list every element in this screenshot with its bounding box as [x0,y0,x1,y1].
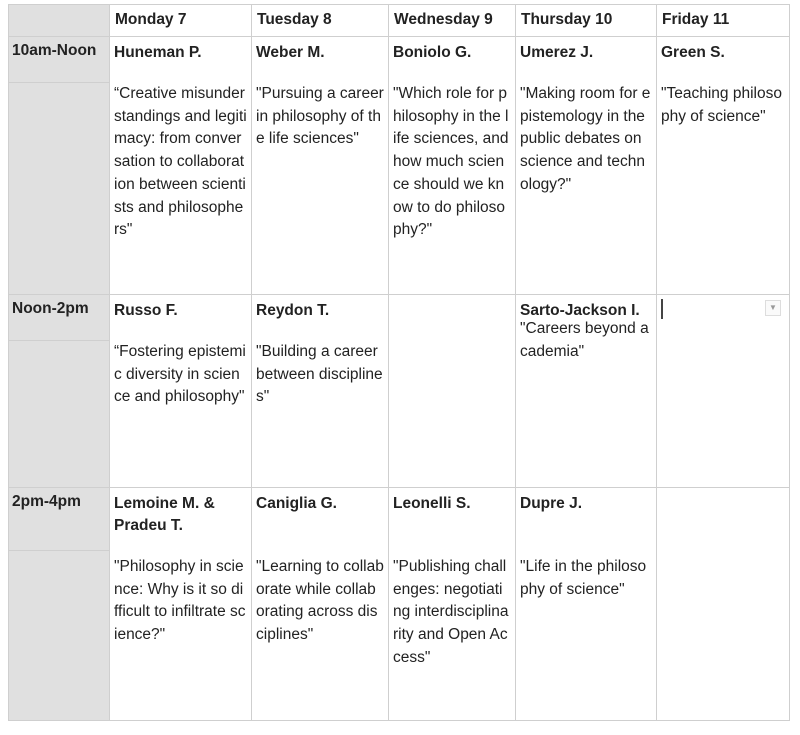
row-header[interactable] [9,37,110,295]
header-row [9,5,790,37]
speaker-name: Caniglia G. [256,495,337,512]
speaker-name: Weber M. [256,44,325,61]
row-header[interactable] [9,295,110,488]
speaker-name: Umerez J. [520,44,594,61]
talk-title: "Which role for philosophy in the life sciences, and how much science should we know to do philosophy?" [393,85,509,239]
talk-title: "Making room for epistemology in the public debates on science and technology?" [520,85,651,193]
speaker-name: Green S. [661,44,725,61]
session-cell[interactable] [252,488,389,721]
speaker-name: Dupre J. [520,495,583,512]
session-cell[interactable] [389,37,516,295]
speaker-name: Russo F. [114,302,178,319]
active-cell-content [657,295,789,324]
speaker-name: Huneman P. [114,44,202,61]
talk-title: "Learning to collaborate while collaborating across disciplines" [256,558,384,644]
column-header[interactable]: Thursday 10 [516,5,657,37]
speaker-name [657,488,789,556]
talk-title: "Building a career between disciplines" [256,343,383,406]
table-row [9,488,790,721]
talk-title: "Life in the philosophy of science" [520,558,647,598]
session-cell[interactable] [516,488,657,721]
dropdown-arrow-icon[interactable]: ▼ [765,300,781,316]
talk-title: "Teaching philosophy of science" [661,85,782,125]
session-cell[interactable] [252,295,389,488]
schedule-table [8,4,790,721]
column-header[interactable]: Friday 11 [657,5,790,37]
talk-title: "Philosophy in science: Why is it so difficult to infiltrate science?" [114,558,246,644]
session-cell[interactable] [110,295,252,488]
table-row [9,295,790,488]
session-cell[interactable] [252,37,389,295]
session-cell[interactable] [657,488,790,721]
speaker-name [389,295,515,341]
session-cell[interactable] [516,295,657,488]
talk-title: "Publishing challenges: negotiating interdisciplinarity and Open Access" [393,558,509,666]
corner-cell[interactable] [9,5,110,37]
row-time-label: 2pm-4pm [8,488,110,551]
session-cell[interactable] [110,488,252,721]
talk-title: "Pursuing a career in philosophy of the life sciences" [256,85,384,148]
session-cell[interactable] [389,488,516,721]
column-header[interactable]: Tuesday 8 [252,5,389,37]
column-header[interactable]: Monday 7 [110,5,252,37]
session-cell[interactable] [657,37,790,295]
row-time-label: Noon-2pm [8,295,110,341]
talk-title: “Creative misunderstandings and legitimacy: from conversation to collaboration between scientists and philosophers" [114,85,247,239]
row-header[interactable] [9,488,110,721]
speaker-name: Lemoine M. & Pradeu T. [114,495,215,534]
speaker-name: Sarto-Jackson I. [520,302,640,319]
column-header[interactable]: Wednesday 9 [389,5,516,37]
session-cell[interactable] [516,37,657,295]
talk-title: “Fostering epistemic diversity in science and philosophy" [114,343,246,406]
talk-title: "Careers beyond academia" [520,320,649,360]
speaker-name: Boniolo G. [393,44,472,61]
session-cell[interactable] [110,37,252,295]
active-cell[interactable] [657,295,790,488]
speaker-name: Leonelli S. [393,495,471,512]
session-cell[interactable] [389,295,516,488]
row-time-label: 10am-Noon [8,37,110,83]
table-row [9,37,790,295]
text-cursor [661,299,663,319]
speaker-name: Reydon T. [256,302,330,319]
